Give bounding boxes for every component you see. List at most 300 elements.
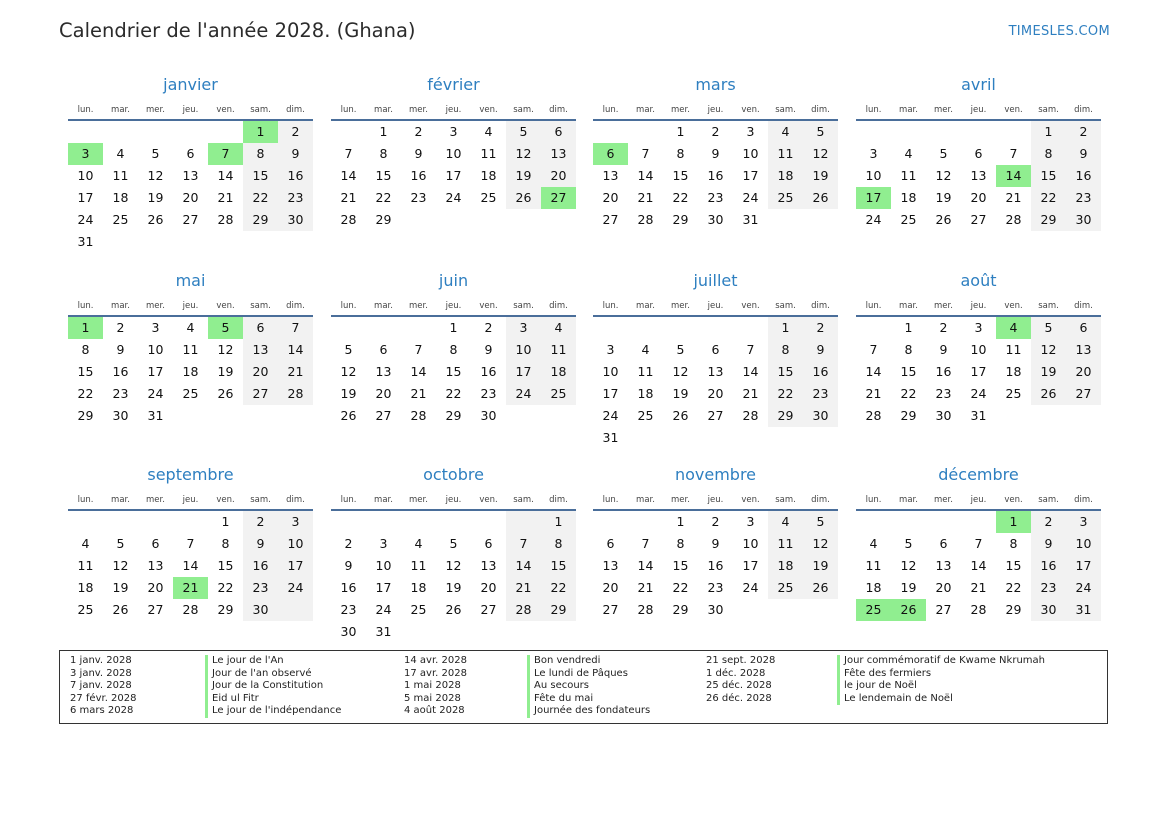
weekday-header <box>68 495 313 511</box>
day-cell: 7 <box>869 342 878 357</box>
day-cell: 23 <box>480 386 497 401</box>
holiday-day-cell: 6 <box>593 143 628 165</box>
legend-holiday-name: Journée des fondateurs <box>527 705 650 718</box>
weekday-label: sam. <box>250 495 271 505</box>
day-cell: 14 <box>637 558 654 573</box>
weekday-header <box>593 495 838 511</box>
day-cell: 27 <box>375 408 392 423</box>
day-cell: 5 <box>151 146 160 161</box>
day-cell: 19 <box>672 386 689 401</box>
day-cell: 12 <box>672 364 689 379</box>
weekday-label: dim. <box>549 105 568 115</box>
day-cell: 25 <box>1005 386 1022 401</box>
weekday-label: lun. <box>865 301 882 311</box>
day-cell: 29 <box>375 212 392 227</box>
day-cell: 21 <box>637 190 654 205</box>
day-cell: 8 <box>81 342 90 357</box>
weekday-label: lun. <box>602 105 619 115</box>
day-cell: 5 <box>904 536 913 551</box>
day-cell: 20 <box>182 190 199 205</box>
weekday-label: mer. <box>671 495 690 505</box>
day-cell: 3 <box>746 514 755 529</box>
legend-holiday-name: Eid ul Fitr <box>205 693 259 706</box>
legend-date: 6 mars 2028 <box>70 705 134 716</box>
day-cell: 22 <box>1005 580 1022 595</box>
day-cell: 31 <box>742 212 759 227</box>
weekday-label: dim. <box>286 105 305 115</box>
weekday-header <box>856 301 1101 317</box>
weekday-label: ven. <box>741 301 760 311</box>
day-cell: 9 <box>344 558 353 573</box>
day-cell: 3 <box>869 146 878 161</box>
weekday-label: mer. <box>146 301 165 311</box>
day-cell: 13 <box>550 146 567 161</box>
day-cell: 6 <box>1079 320 1088 335</box>
day-cell: 24 <box>970 386 987 401</box>
day-cell: 22 <box>252 190 269 205</box>
day-cell: 5 <box>816 124 825 139</box>
weekday-header <box>856 495 1101 511</box>
legend-date: 7 janv. 2028 <box>70 680 132 691</box>
day-cell: 3 <box>1079 514 1088 529</box>
day-cell: 18 <box>777 558 794 573</box>
day-cell: 28 <box>637 212 654 227</box>
weekday-label: ven. <box>216 495 235 505</box>
day-cell: 13 <box>602 168 619 183</box>
weekday-label: mar. <box>636 495 655 505</box>
day-cell: 4 <box>554 320 563 335</box>
day-cell: 24 <box>287 580 304 595</box>
brand-link[interactable]: TIMESLES.COM <box>1008 24 1110 39</box>
day-cell: 13 <box>480 558 497 573</box>
day-cell: 20 <box>935 580 952 595</box>
day-cell: 24 <box>742 580 759 595</box>
weekday-label: dim. <box>286 495 305 505</box>
day-cell: 9 <box>414 146 423 161</box>
month-title: juin <box>438 271 469 290</box>
legend-holiday-name: Fête du mai <box>527 693 593 706</box>
day-cell: 12 <box>515 146 532 161</box>
day-cell: 19 <box>515 168 532 183</box>
day-cell: 11 <box>182 342 199 357</box>
day-cell: 27 <box>1075 386 1092 401</box>
day-cell: 2 <box>414 124 423 139</box>
day-cell: 26 <box>672 408 689 423</box>
day-cell: 19 <box>900 580 917 595</box>
legend-holiday-name: Jour de la Constitution <box>205 680 323 693</box>
weekday-label: dim. <box>1074 301 1093 311</box>
day-cell: 10 <box>742 146 759 161</box>
weekday-label: mer. <box>671 105 690 115</box>
day-cell: 16 <box>707 558 724 573</box>
day-cell: 24 <box>1075 580 1092 595</box>
day-cell: 3 <box>746 124 755 139</box>
weekday-label: mar. <box>636 301 655 311</box>
day-cell: 28 <box>865 408 882 423</box>
day-cell: 11 <box>777 146 794 161</box>
day-cell: 15 <box>1040 168 1057 183</box>
day-cell: 26 <box>812 190 829 205</box>
weekday-label: jeu. <box>445 495 462 505</box>
weekday-label: lun. <box>340 105 357 115</box>
day-cell: 16 <box>480 364 497 379</box>
day-cell: 13 <box>1075 342 1092 357</box>
day-cell: 18 <box>182 364 199 379</box>
day-cell: 17 <box>742 558 759 573</box>
day-cell: 22 <box>217 580 234 595</box>
day-cell: 29 <box>672 602 689 617</box>
day-cell: 14 <box>340 168 357 183</box>
weekday-label: lun. <box>602 495 619 505</box>
day-cell: 7 <box>414 342 423 357</box>
day-cell: 9 <box>711 146 720 161</box>
day-cell: 6 <box>974 146 983 161</box>
day-cell: 6 <box>151 536 160 551</box>
weekday-label: dim. <box>811 495 830 505</box>
day-cell: 28 <box>742 408 759 423</box>
weekday-label: mar. <box>374 495 393 505</box>
day-cell: 20 <box>375 386 392 401</box>
day-cell: 18 <box>480 168 497 183</box>
day-cell: 19 <box>340 386 357 401</box>
day-cell: 9 <box>939 342 948 357</box>
day-cell: 17 <box>970 364 987 379</box>
day-cell: 22 <box>777 386 794 401</box>
weekday-label: jeu. <box>970 495 987 505</box>
day-cell: 6 <box>484 536 493 551</box>
day-cell: 9 <box>1079 146 1088 161</box>
day-cell: 2 <box>711 514 720 529</box>
day-cell: 27 <box>252 386 269 401</box>
day-cell: 21 <box>865 386 882 401</box>
legend-holiday-name: Fête des fermiers <box>837 668 931 681</box>
day-cell: 9 <box>1044 536 1053 551</box>
weekday-label: ven. <box>479 105 498 115</box>
day-cell: 5 <box>449 536 458 551</box>
day-cell: 12 <box>935 168 952 183</box>
day-cell: 1 <box>554 514 563 529</box>
day-cell: 5 <box>1044 320 1053 335</box>
day-cell: 7 <box>344 146 353 161</box>
day-cell: 3 <box>606 342 615 357</box>
day-cell: 22 <box>900 386 917 401</box>
day-cell: 24 <box>865 212 882 227</box>
day-cell: 2 <box>939 320 948 335</box>
day-cell: 23 <box>112 386 129 401</box>
weekday-label: mer. <box>409 495 428 505</box>
day-cell: 18 <box>112 190 129 205</box>
day-cell: 19 <box>812 558 829 573</box>
day-cell: 11 <box>112 168 129 183</box>
day-cell: 1 <box>676 514 685 529</box>
day-cell: 30 <box>812 408 829 423</box>
day-cell: 12 <box>1040 342 1057 357</box>
day-cell: 12 <box>112 558 129 573</box>
day-cell: 12 <box>445 558 462 573</box>
day-cell: 8 <box>676 146 685 161</box>
day-cell: 5 <box>939 146 948 161</box>
day-cell: 11 <box>77 558 94 573</box>
day-cell: 14 <box>970 558 987 573</box>
day-cell: 23 <box>707 580 724 595</box>
day-cell: 11 <box>637 364 654 379</box>
day-cell: 8 <box>1009 536 1018 551</box>
weekday-header <box>68 301 313 317</box>
day-cell: 2 <box>816 320 825 335</box>
weekday-label: jeu. <box>970 105 987 115</box>
legend-holiday-name: Bon vendredi <box>527 655 600 668</box>
day-cell: 11 <box>480 146 497 161</box>
day-cell: 4 <box>641 342 650 357</box>
legend-holiday-name: Jour commémoratif de Kwame Nkrumah <box>837 655 1045 668</box>
day-cell: 30 <box>707 212 724 227</box>
day-cell: 10 <box>602 364 619 379</box>
day-cell: 9 <box>711 536 720 551</box>
day-cell: 23 <box>287 190 304 205</box>
weekday-label: ven. <box>1004 105 1023 115</box>
day-cell: 17 <box>287 558 304 573</box>
weekday-label: jeu. <box>182 105 199 115</box>
day-cell: 16 <box>340 580 357 595</box>
weekday-label: mer. <box>146 105 165 115</box>
month-title: août <box>960 271 997 290</box>
day-cell: 25 <box>637 408 654 423</box>
weekday-header <box>593 301 838 317</box>
day-cell: 10 <box>147 342 164 357</box>
day-cell: 1 <box>221 514 230 529</box>
day-cell: 13 <box>252 342 269 357</box>
day-cell: 16 <box>707 168 724 183</box>
day-cell: 13 <box>602 558 619 573</box>
legend-holiday-name: Au secours <box>527 680 589 693</box>
day-cell: 5 <box>676 342 685 357</box>
holiday-day-cell: 27 <box>541 187 576 209</box>
weekday-label: mer. <box>409 301 428 311</box>
weekday-label: dim. <box>549 495 568 505</box>
day-cell: 4 <box>414 536 423 551</box>
weekday-label: sam. <box>775 301 796 311</box>
day-cell: 28 <box>287 386 304 401</box>
day-cell: 9 <box>816 342 825 357</box>
weekday-label: ven. <box>216 105 235 115</box>
day-cell: 30 <box>112 408 129 423</box>
day-cell: 25 <box>112 212 129 227</box>
day-cell: 31 <box>1075 602 1092 617</box>
day-cell: 30 <box>707 602 724 617</box>
day-cell: 20 <box>550 168 567 183</box>
day-cell: 22 <box>1040 190 1057 205</box>
day-cell: 15 <box>445 364 462 379</box>
weekday-label: mar. <box>111 105 130 115</box>
weekday-label: sam. <box>1038 301 1059 311</box>
weekday-label: mar. <box>899 495 918 505</box>
day-cell: 27 <box>935 602 952 617</box>
day-cell: 20 <box>480 580 497 595</box>
day-cell: 2 <box>484 320 493 335</box>
day-cell: 25 <box>410 602 427 617</box>
day-cell: 6 <box>256 320 265 335</box>
day-cell: 15 <box>672 558 689 573</box>
day-cell: 26 <box>1040 386 1057 401</box>
day-cell: 17 <box>375 580 392 595</box>
day-cell: 1 <box>1044 124 1053 139</box>
holiday-day-cell: 14 <box>996 165 1031 187</box>
weekday-label: sam. <box>775 495 796 505</box>
day-cell: 3 <box>519 320 528 335</box>
day-cell: 24 <box>515 386 532 401</box>
day-cell: 21 <box>970 580 987 595</box>
weekday-label: ven. <box>741 105 760 115</box>
day-cell: 9 <box>116 342 125 357</box>
day-cell: 1 <box>904 320 913 335</box>
day-cell: 21 <box>1005 190 1022 205</box>
holiday-day-cell: 3 <box>68 143 103 165</box>
day-cell: 4 <box>116 146 125 161</box>
day-cell: 6 <box>554 124 563 139</box>
day-cell: 4 <box>904 146 913 161</box>
day-cell: 27 <box>602 602 619 617</box>
day-cell: 2 <box>116 320 125 335</box>
legend-holiday-name: Le lundi de Pâques <box>527 668 628 681</box>
day-cell: 15 <box>900 364 917 379</box>
day-cell: 13 <box>707 364 724 379</box>
day-cell: 8 <box>781 342 790 357</box>
day-cell: 22 <box>77 386 94 401</box>
day-cell: 26 <box>515 190 532 205</box>
legend-holiday-name: Jour de l'an observé <box>205 668 312 681</box>
day-cell: 5 <box>816 514 825 529</box>
day-cell: 29 <box>777 408 794 423</box>
day-cell: 24 <box>147 386 164 401</box>
day-cell: 2 <box>711 124 720 139</box>
legend-date: 17 avr. 2028 <box>404 667 467 679</box>
day-cell: 24 <box>445 190 462 205</box>
day-cell: 16 <box>287 168 304 183</box>
day-cell: 26 <box>812 580 829 595</box>
page-title: Calendrier de l'année 2028. (Ghana) <box>59 19 416 42</box>
holiday-day-cell: 26 <box>891 599 926 621</box>
day-cell: 30 <box>1075 212 1092 227</box>
day-cell: 25 <box>480 190 497 205</box>
day-cell: 20 <box>707 386 724 401</box>
day-cell: 15 <box>550 558 567 573</box>
day-cell: 24 <box>742 190 759 205</box>
day-cell: 26 <box>217 386 234 401</box>
day-cell: 19 <box>217 364 234 379</box>
day-cell: 5 <box>116 536 125 551</box>
holiday-legend <box>59 650 1108 724</box>
day-cell: 20 <box>602 580 619 595</box>
day-cell: 23 <box>410 190 427 205</box>
legend-holiday-name: le jour de Noël <box>837 680 917 693</box>
day-cell: 22 <box>375 190 392 205</box>
weekday-label: dim. <box>549 301 568 311</box>
day-cell: 18 <box>410 580 427 595</box>
weekday-label: lun. <box>77 105 94 115</box>
weekday-label: mar. <box>899 105 918 115</box>
weekday-label: jeu. <box>182 495 199 505</box>
day-cell: 31 <box>375 624 392 639</box>
day-cell: 10 <box>865 168 882 183</box>
day-cell: 27 <box>602 212 619 227</box>
day-cell: 12 <box>812 146 829 161</box>
weekday-label: lun. <box>865 495 882 505</box>
day-cell: 20 <box>252 364 269 379</box>
day-cell: 20 <box>970 190 987 205</box>
day-cell: 23 <box>340 602 357 617</box>
day-cell: 11 <box>777 536 794 551</box>
day-cell: 13 <box>375 364 392 379</box>
day-cell: 29 <box>1005 602 1022 617</box>
weekday-label: jeu. <box>445 301 462 311</box>
day-cell: 28 <box>410 408 427 423</box>
holiday-day-cell: 5 <box>208 317 243 339</box>
day-cell: 10 <box>515 342 532 357</box>
legend-date: 3 janv. 2028 <box>70 667 132 679</box>
day-cell: 30 <box>480 408 497 423</box>
day-cell: 31 <box>602 430 619 445</box>
legend-date: 1 déc. 2028 <box>706 667 766 679</box>
weekday-label: ven. <box>741 495 760 505</box>
holiday-day-cell: 1 <box>996 511 1031 533</box>
weekday-label: dim. <box>286 301 305 311</box>
day-cell: 27 <box>970 212 987 227</box>
day-cell: 14 <box>637 168 654 183</box>
day-cell: 7 <box>291 320 300 335</box>
weekday-label: sam. <box>775 105 796 115</box>
day-cell: 16 <box>112 364 129 379</box>
day-cell: 29 <box>77 408 94 423</box>
day-cell: 12 <box>340 364 357 379</box>
legend-date: 1 mai 2028 <box>404 680 461 691</box>
day-cell: 8 <box>554 536 563 551</box>
weekday-header <box>68 105 313 121</box>
day-cell: 19 <box>935 190 952 205</box>
day-cell: 2 <box>1044 514 1053 529</box>
weekday-label: ven. <box>479 495 498 505</box>
day-cell: 2 <box>1079 124 1088 139</box>
day-cell: 29 <box>445 408 462 423</box>
day-cell: 7 <box>641 536 650 551</box>
month-title: novembre <box>674 465 757 484</box>
month-title: mai <box>175 271 206 290</box>
day-cell: 29 <box>1040 212 1057 227</box>
day-cell: 17 <box>445 168 462 183</box>
day-cell: 24 <box>602 408 619 423</box>
day-cell: 15 <box>777 364 794 379</box>
legend-date: 25 déc. 2028 <box>706 680 772 691</box>
day-cell: 13 <box>147 558 164 573</box>
day-cell: 31 <box>77 234 94 249</box>
day-cell: 22 <box>672 190 689 205</box>
day-cell: 14 <box>742 364 759 379</box>
day-cell: 12 <box>147 168 164 183</box>
day-cell: 7 <box>186 536 195 551</box>
legend-date: 27 févr. 2028 <box>70 692 137 704</box>
day-cell: 15 <box>77 364 94 379</box>
day-cell: 29 <box>252 212 269 227</box>
day-cell: 8 <box>221 536 230 551</box>
weekday-label: mer. <box>409 105 428 115</box>
day-cell: 9 <box>484 342 493 357</box>
month-title: octobre <box>423 465 484 484</box>
legend-date: 1 janv. 2028 <box>70 655 132 666</box>
day-cell: 23 <box>252 580 269 595</box>
day-cell: 17 <box>602 386 619 401</box>
day-cell: 30 <box>1040 602 1057 617</box>
weekday-header <box>331 495 576 511</box>
day-cell: 31 <box>147 408 164 423</box>
